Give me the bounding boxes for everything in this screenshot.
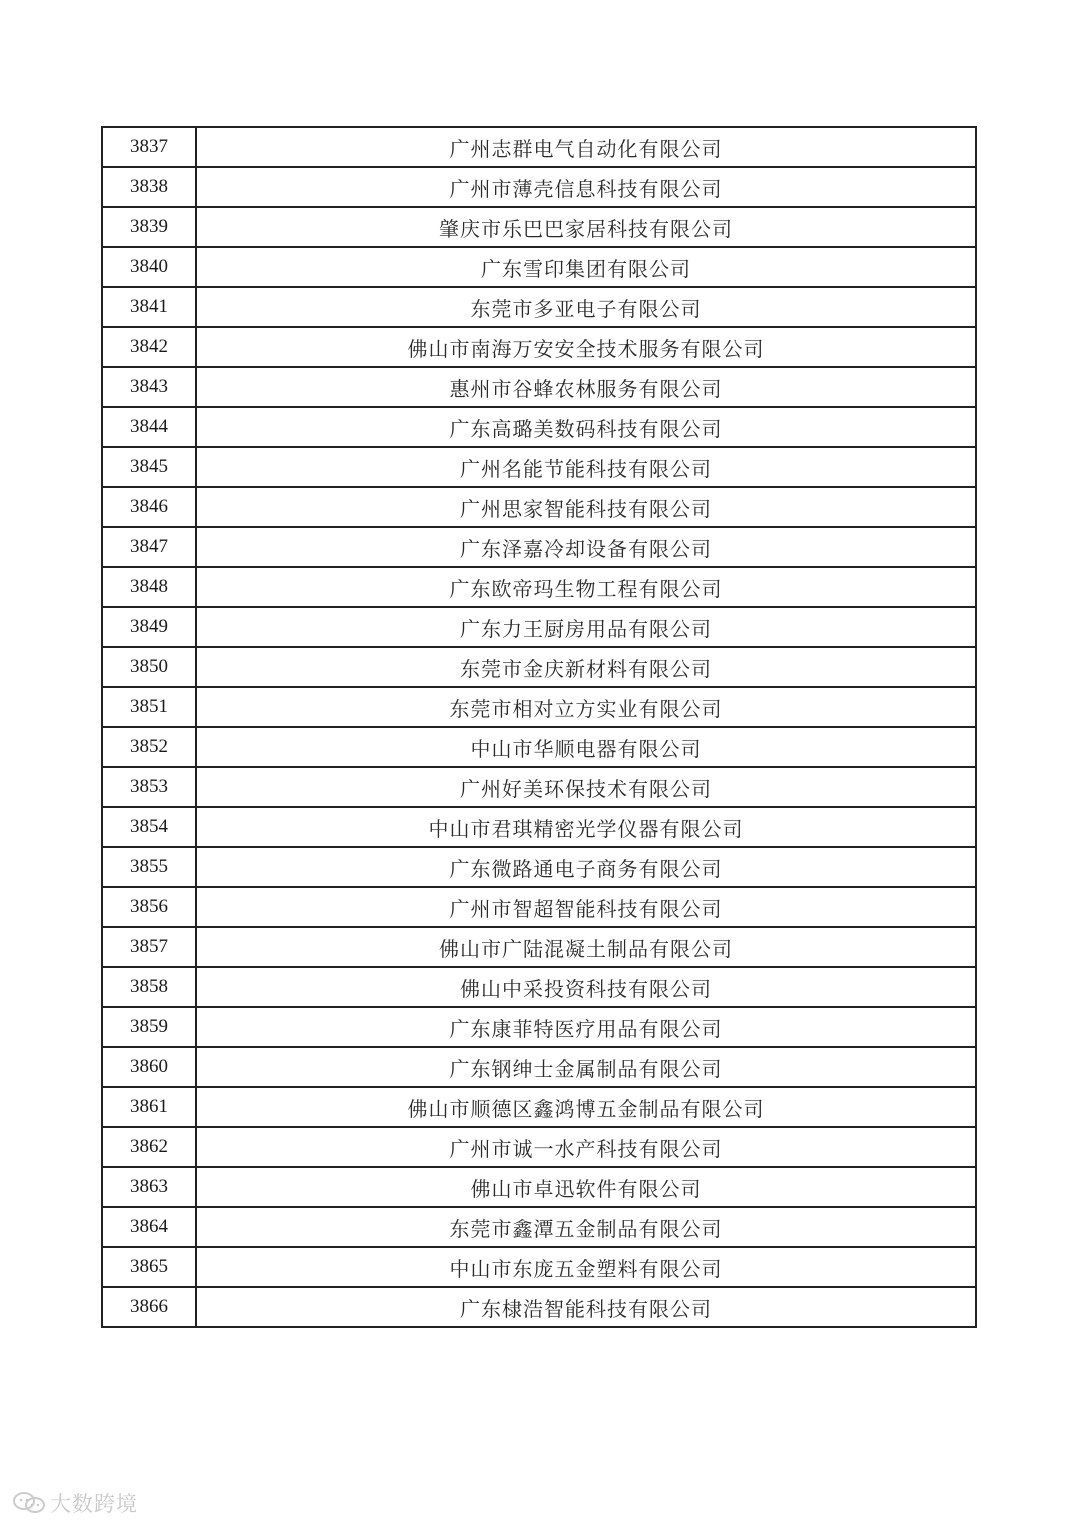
table-row — [102, 327, 976, 367]
row-number: 3858 — [102, 967, 196, 1007]
table-body — [102, 127, 976, 1327]
table-row — [102, 407, 976, 447]
company-name: 广东微路通电子商务有限公司 — [196, 847, 976, 887]
table-row — [102, 687, 976, 727]
company-name: 肇庆市乐巴巴家居科技有限公司 — [196, 207, 976, 247]
row-number: 3865 — [102, 1247, 196, 1287]
company-name: 广东棣浩智能科技有限公司 — [196, 1287, 976, 1327]
company-name: 广州市智超智能科技有限公司 — [196, 887, 976, 927]
table-row — [102, 1287, 976, 1327]
table-row — [102, 1087, 976, 1127]
table-row — [102, 807, 976, 847]
watermark — [12, 1488, 138, 1518]
table-row — [102, 1247, 976, 1287]
company-name: 广州名能节能科技有限公司 — [196, 447, 976, 487]
table-row — [102, 887, 976, 927]
table-row — [102, 1167, 976, 1207]
table-row — [102, 487, 976, 527]
company-name: 广东高璐美数码科技有限公司 — [196, 407, 976, 447]
table-row — [102, 1007, 976, 1047]
company-table — [101, 126, 977, 1328]
company-name: 广州市诚一水产科技有限公司 — [196, 1127, 976, 1167]
company-name: 佛山市顺德区鑫鸿博五金制品有限公司 — [196, 1087, 976, 1127]
company-name: 佛山中采投资科技有限公司 — [196, 967, 976, 1007]
table-row — [102, 567, 976, 607]
row-number: 3859 — [102, 1007, 196, 1047]
row-number: 3861 — [102, 1087, 196, 1127]
company-name: 广东力王厨房用品有限公司 — [196, 607, 976, 647]
table-row — [102, 607, 976, 647]
company-name: 中山市东庞五金塑料有限公司 — [196, 1247, 976, 1287]
table-row — [102, 207, 976, 247]
row-number: 3846 — [102, 487, 196, 527]
table-row — [102, 767, 976, 807]
table-row — [102, 527, 976, 567]
row-number: 3862 — [102, 1127, 196, 1167]
company-list-sheet — [101, 126, 977, 1328]
row-number: 3855 — [102, 847, 196, 887]
row-number: 3840 — [102, 247, 196, 287]
company-name: 广东雪印集团有限公司 — [196, 247, 976, 287]
table-row — [102, 127, 976, 167]
row-number: 3863 — [102, 1167, 196, 1207]
company-name: 广东欧帝玛生物工程有限公司 — [196, 567, 976, 607]
table-row — [102, 367, 976, 407]
row-number: 3849 — [102, 607, 196, 647]
row-number: 3856 — [102, 887, 196, 927]
row-number: 3850 — [102, 647, 196, 687]
row-number: 3838 — [102, 167, 196, 207]
company-name: 广东康菲特医疗用品有限公司 — [196, 1007, 976, 1047]
row-number: 3852 — [102, 727, 196, 767]
company-name: 广东泽嘉冷却设备有限公司 — [196, 527, 976, 567]
company-name: 佛山市广陆混凝土制品有限公司 — [196, 927, 976, 967]
row-number: 3837 — [102, 127, 196, 167]
company-name: 中山市华顺电器有限公司 — [196, 727, 976, 767]
row-number: 3864 — [102, 1207, 196, 1247]
company-name: 东莞市鑫潭五金制品有限公司 — [196, 1207, 976, 1247]
table-row — [102, 647, 976, 687]
watermark-text: 大数跨境 — [50, 1492, 138, 1516]
table-row — [102, 247, 976, 287]
row-number: 3847 — [102, 527, 196, 567]
row-number: 3842 — [102, 327, 196, 367]
table-row — [102, 927, 976, 967]
row-number: 3848 — [102, 567, 196, 607]
table-row — [102, 847, 976, 887]
row-number: 3857 — [102, 927, 196, 967]
company-name: 广州好美环保技术有限公司 — [196, 767, 976, 807]
company-name: 广州志群电气自动化有限公司 — [196, 127, 976, 167]
company-name: 东莞市相对立方实业有限公司 — [196, 687, 976, 727]
table-row — [102, 727, 976, 767]
table-row — [102, 1047, 976, 1087]
company-name: 东莞市多亚电子有限公司 — [196, 287, 976, 327]
table-row — [102, 447, 976, 487]
row-number: 3839 — [102, 207, 196, 247]
company-name: 佛山市卓迅软件有限公司 — [196, 1167, 976, 1207]
row-number: 3860 — [102, 1047, 196, 1087]
row-number: 3844 — [102, 407, 196, 447]
row-number: 3845 — [102, 447, 196, 487]
row-number: 3843 — [102, 367, 196, 407]
row-number: 3853 — [102, 767, 196, 807]
row-number: 3841 — [102, 287, 196, 327]
company-name: 佛山市南海万安安全技术服务有限公司 — [196, 327, 976, 367]
row-number: 3854 — [102, 807, 196, 847]
table-row — [102, 167, 976, 207]
company-name: 广州思家智能科技有限公司 — [196, 487, 976, 527]
company-name: 惠州市谷蜂农林服务有限公司 — [196, 367, 976, 407]
company-name: 中山市君琪精密光学仪器有限公司 — [196, 807, 976, 847]
row-number: 3866 — [102, 1287, 196, 1327]
table-row — [102, 287, 976, 327]
company-name: 广东钢绅士金属制品有限公司 — [196, 1047, 976, 1087]
table-row — [102, 967, 976, 1007]
table-row — [102, 1207, 976, 1247]
table-row — [102, 1127, 976, 1167]
row-number: 3851 — [102, 687, 196, 727]
wechat-logo-icon — [12, 1490, 46, 1516]
company-name: 广州市薄壳信息科技有限公司 — [196, 167, 976, 207]
company-name: 东莞市金庆新材料有限公司 — [196, 647, 976, 687]
